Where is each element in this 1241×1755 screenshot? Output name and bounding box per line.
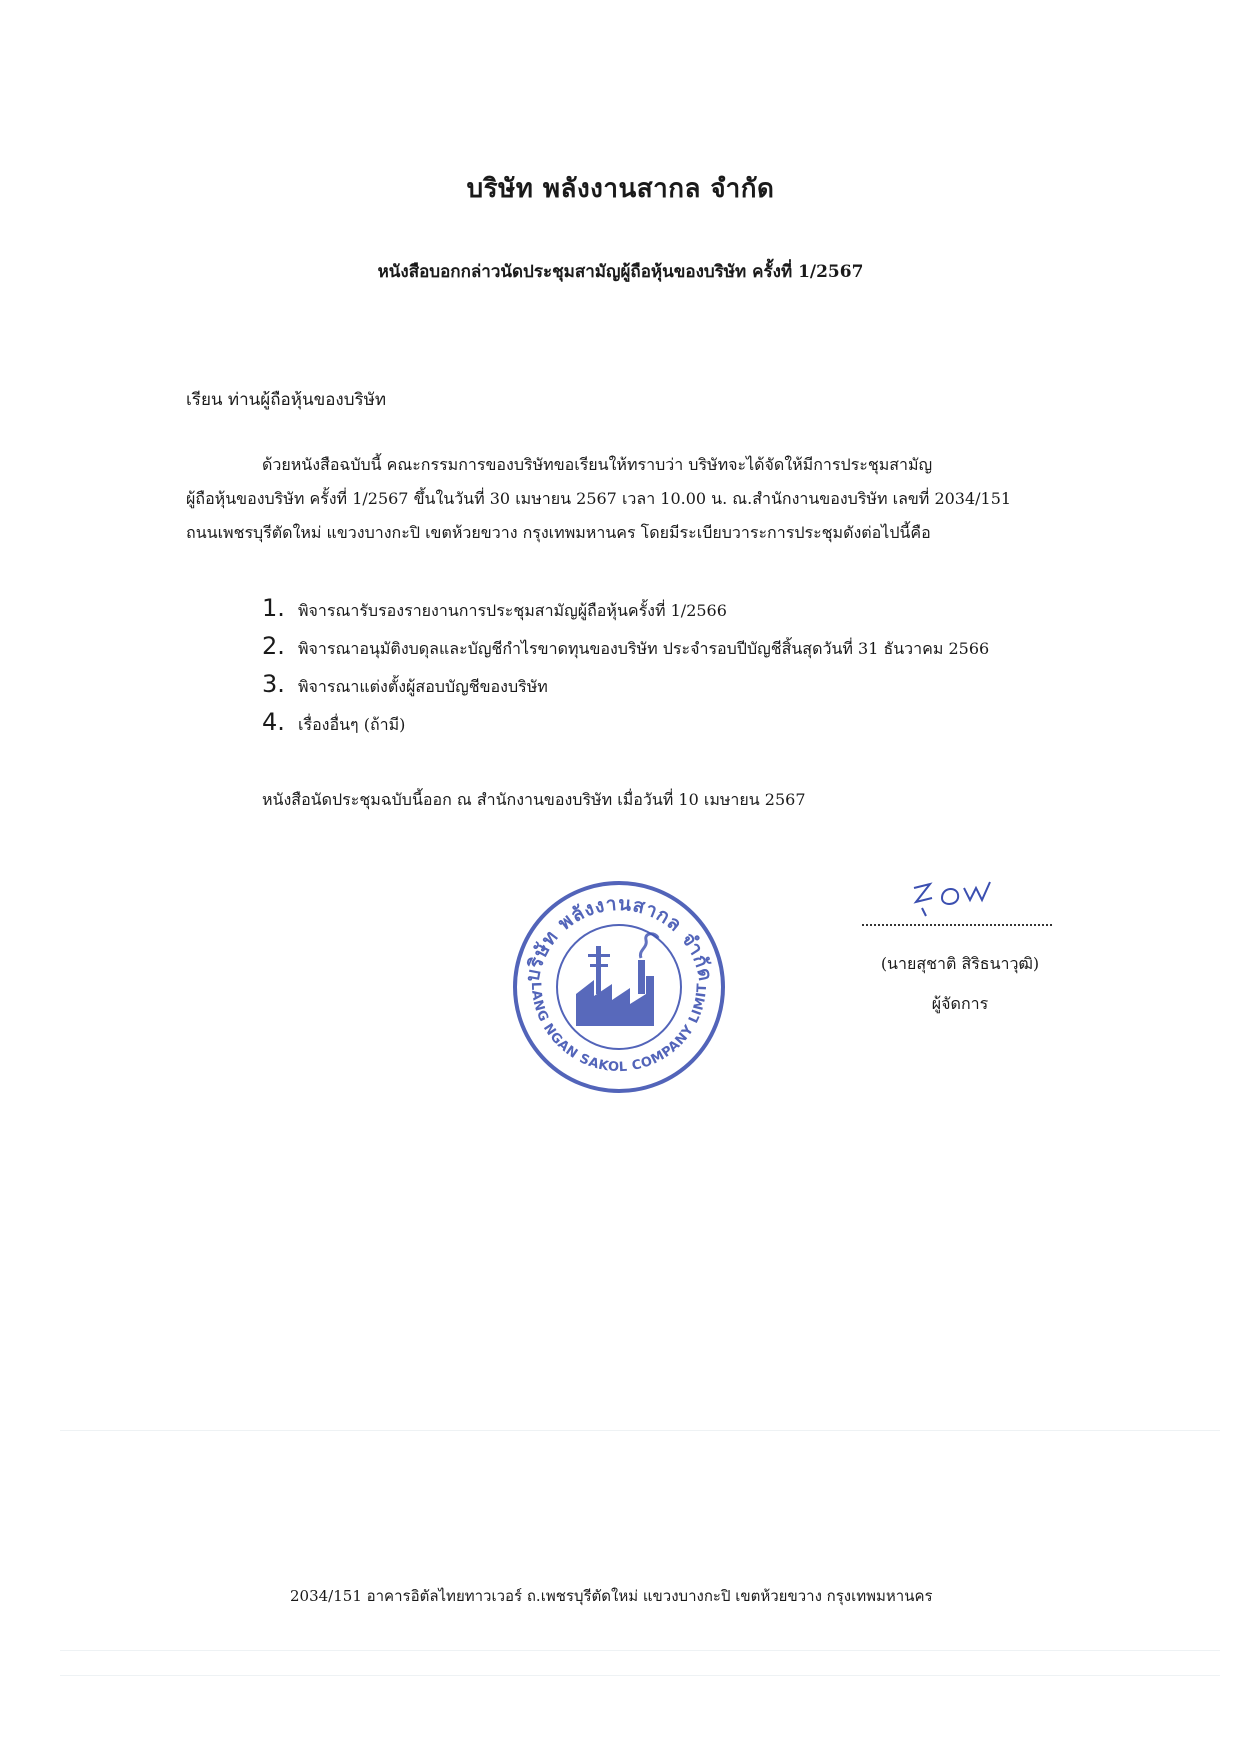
footer-address: 2034/151 อาคารอิตัลไทยทาวเวอร์ ถ.เพชรบุรีตัดใหม่ แขวงบางกะปิ เขตห้วยขวาง กรุงเทพมหานคร: [290, 1587, 933, 1605]
agenda-item: [262, 670, 989, 708]
body-line: ผู้ถือหุ้นของบริษัท ครั้งที่ 1/2567 ขึ้นในวันที่ 30 เมษายน 2567 เวลา 10.00 น. ณ.สำนักงานของบริษัท เลขที่ 2034/151: [186, 489, 1012, 508]
agenda-list: [262, 594, 989, 746]
salutation: เรียน ท่านผู้ถือหุ้นของบริษัท: [186, 390, 387, 410]
agenda-item: [262, 632, 989, 670]
signature-line: [862, 924, 1052, 926]
agenda-number: 3.: [262, 670, 285, 698]
company-seal: [508, 876, 730, 1102]
scan-artifact-line: [60, 1430, 1220, 1431]
body-line: ถนนเพชรบุรีตัดใหม่ แขวงบางกะปิ เขตห้วยขวาง กรุงเทพมหานคร โดยมีระเบียบวาระการประชุมดังต่อไปนี้คือ: [186, 523, 931, 542]
scan-artifact-line: [60, 1650, 1220, 1651]
agenda-number: 4.: [262, 708, 285, 736]
agenda-number: 1.: [262, 594, 285, 622]
signature-graphic: [908, 874, 998, 918]
issued-note: หนังสือนัดประชุมฉบับนี้ออก ณ สำนักงานของบริษัท เมื่อวันที่ 10 เมษายน 2567: [262, 790, 806, 809]
agenda-number: 2.: [262, 632, 285, 660]
seal-english-text: LANG NGAN SAKOL COMPANY LIMIT: [527, 981, 711, 1076]
signatory-role: ผู้จัดการ: [931, 994, 989, 1013]
factory-icon: [576, 946, 654, 1026]
agenda-item: [262, 594, 989, 632]
company-name-heading: บริษัท พลังงานสากล จำกัด: [466, 174, 775, 204]
agenda-text: พิจารณาแต่งตั้งผู้สอบบัญชีของบริษัท: [298, 677, 548, 696]
body-line: ด้วยหนังสือฉบับนี้ คณะกรรมการของบริษัทขอเรียนให้ทราบว่า บริษัทจะได้จัดให้มีการประชุมสามัญ: [262, 455, 933, 474]
agenda-item: [262, 708, 989, 746]
notice-title: หนังสือบอกกล่าวนัดประชุมสามัญผู้ถือหุ้นของบริษัท ครั้งที่ 1/2567: [377, 262, 864, 282]
seal-graphic: [508, 876, 730, 1098]
agenda-text: พิจารณารับรองรายงานการประชุมสามัญผู้ถือหุ้นครั้งที่ 1/2566: [298, 601, 727, 620]
body-paragraph: [186, 448, 1096, 550]
scan-artifact-line: [60, 1675, 1220, 1676]
agenda-text: พิจารณาอนุมัติงบดุลและบัญชีกำไรขาดทุนของบริษัท ประจำรอบปีบัญชีสิ้นสุดวันที่ 31 ธันวาคม 2566: [298, 639, 990, 658]
signatory-name: (นายสุชาติ สิริธนาวุฒิ): [880, 954, 1040, 973]
agenda-text: เรื่องอื่นๆ (ถ้ามี): [298, 715, 406, 734]
seal-thai-text: บริษัท พลังงานสากล จำกัด: [521, 892, 717, 984]
signature-scribble: [908, 874, 998, 922]
